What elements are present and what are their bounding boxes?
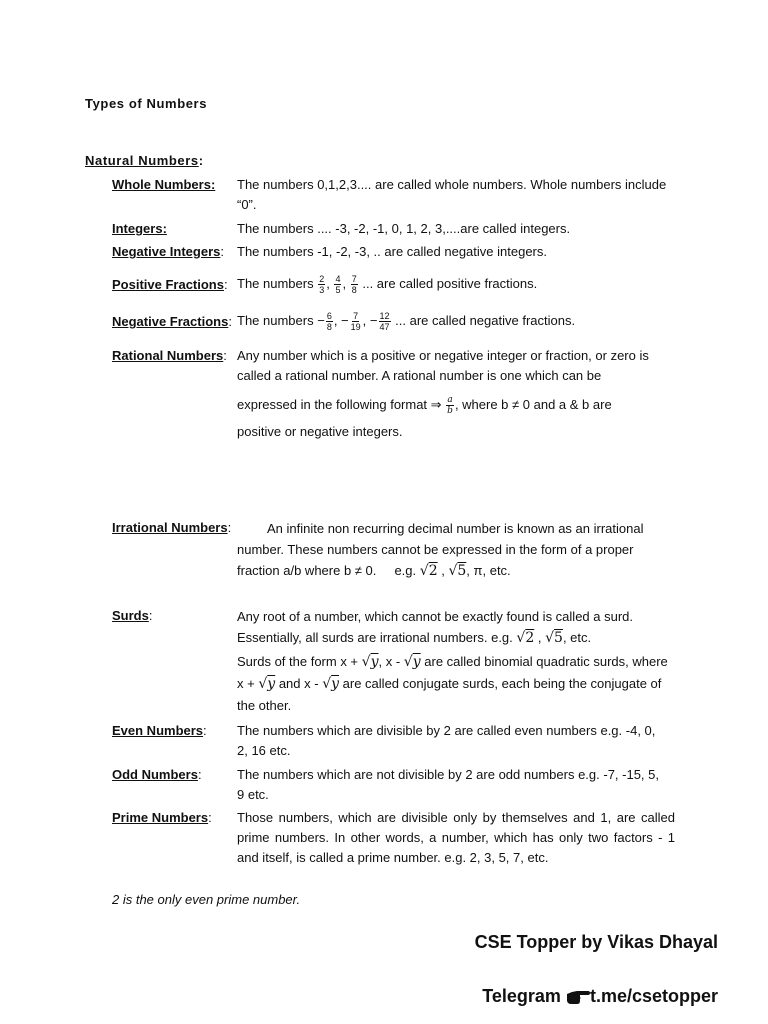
sqrt-y: √y bbox=[258, 676, 276, 692]
desc-odd-numbers: The numbers which are not divisible by 2 are odd numbers e.g. -7, -15, 5, 9 etc. bbox=[237, 767, 659, 802]
fraction-12-47 bbox=[379, 311, 391, 332]
rational-text-3: positive or negative integers. bbox=[237, 424, 403, 439]
numerator: 7 bbox=[353, 311, 359, 322]
numerator: 7 bbox=[351, 274, 357, 285]
surds-tail: , etc. bbox=[562, 630, 592, 645]
irrational-text: An infinite non recurring decimal number is known as an irrational number. These numbers cannot be expressed in the form of a proper fraction a/b where b ≠ 0. bbox=[237, 521, 644, 578]
telegram-link[interactable]: t.me/csetopper bbox=[589, 986, 718, 1006]
section-heading-colon: : bbox=[198, 153, 204, 168]
denominator: 5 bbox=[335, 285, 341, 296]
term-label: Positive Fractions bbox=[112, 277, 224, 292]
fraction-prefix: The numbers bbox=[237, 313, 314, 328]
sqrt-2: √2 bbox=[516, 630, 535, 646]
fraction-suffix: ... are called negative fractions. bbox=[395, 313, 576, 328]
term-label: Even Numbers bbox=[112, 723, 204, 738]
term-even-numbers bbox=[112, 721, 207, 741]
numerator: 4 bbox=[335, 274, 341, 285]
term-label: Integers: bbox=[112, 221, 167, 236]
desc-irrational-numbers: An infinite non recurring decimal number is known as an irrational number. These numbers cannot be expressed in the form of a proper fraction a/b where b ≠ 0. e.g. √2 , √5, π, etc. bbox=[237, 521, 644, 579]
sqrt-5: √5 bbox=[448, 563, 467, 579]
term-negative-fractions bbox=[112, 312, 232, 332]
pointing-hand-icon bbox=[566, 987, 590, 1005]
term-sep: : bbox=[223, 277, 228, 292]
term-label: Negative Integers bbox=[112, 244, 221, 259]
surds-para-1: Any root of a number, which cannot be exactly found is called a surd. Essentially, all surds are irrational numbers. e.g. √2 , √5, etc. bbox=[237, 609, 634, 646]
irrational-tail: , π, etc. bbox=[466, 563, 511, 578]
term-irrational-numbers bbox=[112, 518, 231, 538]
term-sep: : bbox=[223, 348, 227, 363]
desc-negative-fractions: The numbers − $\frac{6}{8}$ , − $\frac{7}{19}$ , − $\frac{12}{47}$ ... are called negative fractions. bbox=[237, 311, 576, 333]
fraction-4-5 bbox=[334, 274, 341, 295]
fraction-prefix: The numbers bbox=[237, 276, 314, 291]
page-title: Types of Numbers bbox=[85, 96, 208, 111]
sqrt-y: √y bbox=[322, 676, 340, 692]
desc-whole-numbers: The numbers 0,1,2,3.... are called whole numbers. Whole numbers include “0”. bbox=[237, 177, 667, 212]
irrational-eg: e.g. bbox=[394, 563, 417, 578]
desc-prime-numbers: Those numbers, which are divisible only by themselves and 1, are called prime numbers. In other words, a number, which has only two factors - 1 and itself, is called a prime number. e.g. 2, 3, 5, 7, etc. bbox=[237, 810, 675, 865]
numerator: 12 bbox=[379, 311, 390, 322]
term-rational-numbers bbox=[112, 346, 227, 366]
term-label: Rational Numbers bbox=[112, 348, 224, 363]
sqrt-y: √y bbox=[403, 654, 421, 670]
desc-positive-fractions: The numbers $\frac{2}{3}$ , $\frac{4}{5}$ , $\frac{7}{8}$ ... are called positive fractions. bbox=[237, 274, 538, 296]
term-label: Odd Numbers bbox=[112, 767, 198, 782]
term-label: Surds bbox=[112, 608, 149, 623]
sqrt-2: √2 bbox=[419, 563, 438, 579]
numerator: 6 bbox=[326, 311, 332, 322]
denominator: 8 bbox=[326, 322, 332, 333]
term-positive-fractions bbox=[112, 275, 228, 295]
numerator: a bbox=[447, 395, 453, 406]
prime-note: 2 is the only even prime number. bbox=[112, 892, 301, 907]
denominator: 47 bbox=[379, 322, 390, 333]
denominator: 8 bbox=[351, 285, 357, 296]
desc-integers: The numbers .... -3, -2, -1, 0, 1, 2, 3,....are called integers. bbox=[237, 221, 571, 236]
term-label: Negative Fractions bbox=[112, 314, 229, 329]
term-label: Prime Numbers bbox=[112, 810, 209, 825]
term-sep: : bbox=[208, 810, 212, 825]
denominator: 3 bbox=[319, 285, 325, 296]
term-negative-integers bbox=[112, 242, 224, 262]
telegram-label: Telegram bbox=[482, 986, 561, 1006]
term-surds bbox=[112, 606, 152, 626]
term-label: Whole Numbers: bbox=[112, 177, 216, 192]
term-sep: : bbox=[197, 767, 202, 782]
fraction-7-8 bbox=[351, 274, 358, 295]
term-sep: : bbox=[148, 608, 153, 623]
denominator: 19 bbox=[350, 322, 361, 333]
desc-even-numbers: The numbers which are divisible by 2 are called even numbers e.g. -4, 0, 2, 16 etc. bbox=[237, 723, 656, 758]
fraction-suffix: ... are called positive fractions. bbox=[362, 276, 538, 291]
fraction-6-8 bbox=[326, 311, 333, 332]
term-sep: : bbox=[220, 244, 224, 259]
rational-text-2 bbox=[237, 388, 673, 422]
term-sep: : bbox=[228, 314, 232, 329]
section-heading bbox=[85, 153, 204, 168]
denominator: b bbox=[447, 406, 453, 417]
numerator: 2 bbox=[319, 274, 325, 285]
term-whole-numbers bbox=[112, 175, 215, 195]
term-sep: : bbox=[227, 520, 232, 535]
desc-rational-numbers bbox=[237, 346, 673, 442]
rational-text-1: Any number which is a positive or negative integer or fraction, or zero is called a rational number. A rational number is one which can be bbox=[237, 348, 649, 383]
fraction-7-19 bbox=[350, 311, 362, 332]
fraction-2-3 bbox=[318, 274, 325, 295]
term-prime-numbers bbox=[112, 808, 212, 828]
desc-surds bbox=[237, 606, 669, 716]
term-label: Irrational Numbers bbox=[112, 520, 228, 535]
section-heading-text: Natural Numbers bbox=[85, 153, 199, 168]
term-odd-numbers bbox=[112, 765, 202, 785]
sqrt-y: √y bbox=[361, 654, 379, 670]
rational-condition: , where b ≠ 0 and a & b are bbox=[454, 397, 612, 412]
rational-format-text: expressed in the following format ⇒ bbox=[237, 397, 442, 412]
term-sep: : bbox=[203, 723, 207, 738]
footer-telegram bbox=[482, 986, 718, 1007]
footer-credit: CSE Topper by Vikas Dhayal bbox=[474, 932, 718, 952]
surds-text: Any root of a number, which cannot be exactly found is called a surd. Essentially, all surds are irrational numbers. e.g. bbox=[237, 609, 634, 645]
desc-negative-integers: The numbers -1, -2, -3, .. are called negative integers. bbox=[237, 244, 547, 259]
sqrt-5: √5 bbox=[545, 630, 563, 646]
fraction-a-b bbox=[446, 395, 454, 416]
term-integers bbox=[112, 219, 167, 239]
surds-para-2: Surds of the form x + √y, x - √y are called binomial quadratic surds, where x + √y and x - √y are called conjugate surds, each being the conjugate of the other. bbox=[237, 654, 668, 713]
